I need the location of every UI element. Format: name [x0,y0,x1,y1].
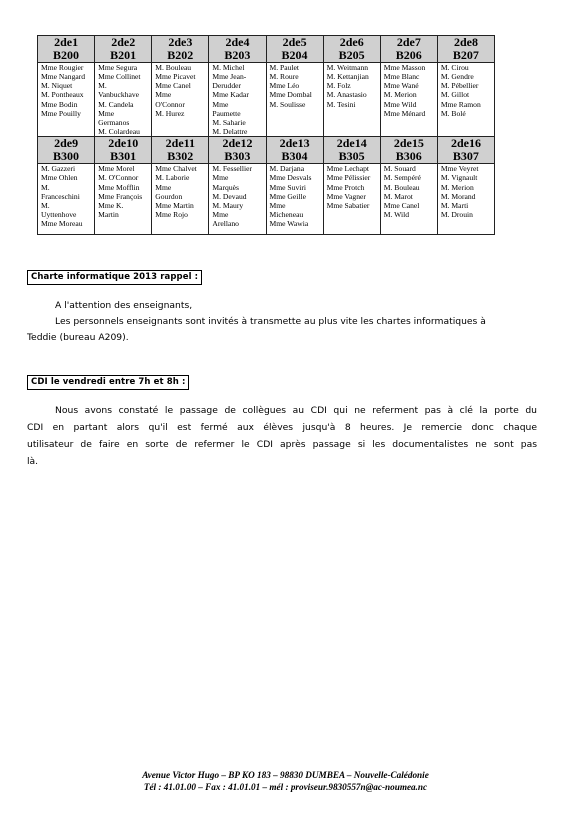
class-name: 2de4 [225,35,250,49]
teacher-name: Mme [98,108,115,118]
teacher-name: Mme [155,182,172,192]
teacher-name: M. Bolé [440,108,466,118]
teacher-list-cell [38,63,95,137]
teacher-name: Germanos [98,117,130,127]
teacher-name: M. O'Connor [98,173,139,183]
teacher-list-cell [380,63,437,137]
teacher-name: Mme Mofflin [98,182,140,192]
teacher-name: Marquès [212,182,239,192]
room-header-cell [95,137,152,164]
teacher-name: Mme Blanc [383,72,420,82]
teacher-name: Mme Wané [383,81,419,91]
room-number: B207 [452,48,479,62]
teacher-name: M. Weitmann [326,63,369,72]
teacher-name: Mme [269,200,286,210]
room-header-row [38,137,495,164]
teacher-list-cell [437,63,494,137]
teacher-name: Mme Wawia [269,219,309,229]
teacher-name: M. Laborie [155,173,190,183]
cdi-line-3: utilisateur de faire en sorte de refermer le CDI après passage si les documentalistes ne sont pas [27,439,537,450]
room-header-cell [266,36,323,63]
teacher-name: Mme Picavet [155,72,196,82]
class-name: 2de9 [54,136,79,151]
room-number: B304 [281,149,308,164]
teacher-name: Mme Ramon [440,99,481,109]
footer-address: Avenue Victor Hugo – BP KO 183 – 98830 DUMBEA – Nouvelle-Calédonie [142,770,429,780]
teacher-name: M. Cirou [440,63,469,72]
cdi-line-1: Nous avons constaté le passage de collègues au CDI qui ne referment pas à clé la porte du [55,405,537,416]
teacher-name: Mme Sabatier [326,200,370,210]
cdi-line-2: CDI en partant alors qu'il est fermé aux élèves jusqu'à 8 heures. Je remercie donc chaque [27,422,537,433]
teacher-name: Mme Suviri [269,182,306,192]
room-number: B306 [395,149,422,164]
room-header-cell [323,137,380,164]
class-name: 2de7 [396,35,421,49]
teacher-name: M. Maury [212,200,244,210]
teacher-row [38,164,495,235]
teacher-list-cell [152,164,209,235]
room-header-cell [38,137,95,164]
teacher-name: Mme Rojo [155,210,188,220]
teacher-name: Mme [212,210,229,220]
room-header-cell [152,36,209,63]
room-number: B204 [281,48,308,62]
class-name: 2de2 [111,35,136,49]
teacher-name: M. Tesini [326,99,356,109]
charte-line-1: A l'attention des enseignants, [55,300,193,311]
teacher-name: M. Gillot [440,90,470,100]
teacher-name: Mme Wild [383,99,417,109]
teacher-name: Mme Vagner [326,191,366,201]
teacher-name: Mme Ménard [383,108,426,118]
teacher-name: M. Hurez [155,108,185,118]
teacher-name: M. Bouleau [383,182,420,192]
teacher-name: Mme François [98,191,143,201]
room-header-row [38,36,495,63]
room-header-cell [38,36,95,63]
room-header-cell [95,36,152,63]
teacher-name: Mme Masson [383,63,426,72]
teacher-name: Mme Lechapt [326,164,370,174]
teacher-name: M. Bouleau [155,63,192,72]
teacher-name: M. Vignault [440,173,478,183]
teacher-name: M. Anastasio [326,90,367,100]
teacher-name: M. Marti [440,200,469,210]
teacher-name: Mme Nangard [41,72,86,82]
teacher-name: M. [98,81,107,91]
classroom-table [37,35,495,235]
teacher-name: M. Wild [383,210,410,220]
room-number: B206 [395,48,422,62]
charte-line-3: Teddie (bureau A209). [27,332,129,343]
teacher-name: M. Sempéré [383,173,421,183]
room-number: B303 [224,149,251,164]
teacher-name: Mme Ohlen [41,173,78,183]
footer-contact: Tél : 41.01.00 – Fax : 41.01.01 – mél : proviseur.9830557n@ac-noumea.nc [143,782,428,792]
teacher-name: Arellano [212,219,239,229]
teacher-name: Mme Pélissier [326,173,371,183]
teacher-name: M. Drouin [440,210,473,220]
class-name: 2de3 [168,35,193,49]
teacher-name: M. Roure [269,72,299,82]
room-number: B305 [338,149,365,164]
teacher-list-cell [152,63,209,137]
teacher-name: Mme Rougier [41,63,84,72]
teacher-name: M. Colardeau [98,127,140,137]
teacher-name: Mme Martin [155,200,194,210]
teacher-name: Mme Jean- [212,72,247,82]
room-number: B307 [452,149,479,164]
teacher-list-cell [209,63,266,137]
teacher-list-cell [323,63,380,137]
teacher-name: Mme Dombal [269,90,312,100]
teacher-name: Derudder [212,81,242,91]
room-number: B301 [110,149,137,164]
room-number: B203 [224,48,251,62]
cdi-title: CDI le vendredi entre 7h et 8h : [27,375,189,390]
teacher-name: Paumette [212,108,241,118]
class-name: 2de14 [336,136,367,151]
teacher-name: Mme Segura [98,63,138,72]
teacher-name: Mme Moreau [41,219,83,229]
teacher-name: Vanbuckhave [98,90,140,100]
teacher-name: M. Saharie [212,117,246,127]
teacher-name: M. Merion [440,182,474,192]
teacher-list-cell [323,164,380,235]
teacher-name: Mme Morel [98,164,135,174]
class-name: 2de16 [450,136,481,151]
teacher-name: Mme Chalvet [155,164,197,174]
teacher-name: Mme K. [98,200,124,210]
teacher-name: Mme Canel [383,200,420,210]
teacher-list-cell [266,63,323,137]
class-name: 2de5 [282,35,307,49]
teacher-name: Uyttenhove [41,210,77,220]
teacher-list-cell [209,164,266,235]
teacher-name: M. Soulisse [269,99,306,109]
teacher-name: M. Merion [383,90,417,100]
teacher-name: Martin [98,210,119,220]
teacher-name: Gourdon [155,191,183,201]
teacher-name: M. Devaud [212,191,247,201]
cdi-line-4: là. [27,456,39,467]
room-header-cell [437,36,494,63]
teacher-name: M. Paulet [269,63,300,72]
teacher-name: M. Fessellier [212,164,253,174]
room-number: B302 [167,149,194,164]
teacher-list-cell [266,164,323,235]
teacher-name: M. Gendre [440,72,474,82]
teacher-list-cell [95,63,152,137]
teacher-name: Mme Collinet [98,72,141,82]
room-header-cell [380,36,437,63]
room-number: B201 [110,48,137,62]
teacher-name: M. Michel [212,63,245,72]
class-name: 2de10 [108,136,139,151]
room-number: B205 [338,48,365,62]
teacher-name: M. Gazzeri [41,164,76,174]
room-header-cell [209,137,266,164]
teacher-list-cell [380,164,437,235]
teacher-name: Mme Bodin [41,99,78,109]
teacher-name: M. [41,182,50,192]
teacher-row [38,63,495,137]
teacher-name: Mme [212,173,229,183]
teacher-name: M. Morand [440,191,476,201]
room-header-cell [323,36,380,63]
teacher-name: Franceschini [41,191,80,201]
charte-line-2: Les personnels enseignants sont invités à transmette au plus vite les chartes informatiques à [55,316,486,327]
room-header-cell [437,137,494,164]
class-name: 2de13 [279,136,310,151]
room-number: B202 [167,48,194,62]
room-header-cell [266,137,323,164]
teacher-name: M. Delattre [212,127,248,137]
teacher-name: M. Marot [383,191,413,201]
teacher-name: M. Kettanjian [326,72,369,82]
teacher-list-cell [437,164,494,235]
teacher-name: M. Souard [383,164,416,174]
teacher-name: Mme [212,99,229,109]
teacher-name: Mme Veyret [440,164,479,174]
teacher-name: O'Connor [155,99,185,109]
room-header-cell [152,137,209,164]
room-number: B300 [53,149,80,164]
class-name: 2de11 [165,136,195,151]
class-name: 2de6 [339,35,364,49]
teacher-name: Mme Kadar [212,90,249,100]
charte-title: Charte informatique 2013 rappel : [27,270,202,285]
teacher-name: M. Candela [98,99,134,109]
room-number: B200 [53,48,80,62]
teacher-name: Mme Pouilly [41,108,81,118]
teacher-name: Mme Léo [269,81,300,91]
teacher-name: M. Pébellier [440,81,479,91]
room-header-cell [380,137,437,164]
class-name: 2de15 [393,136,424,151]
teacher-name: M. Niquet [41,81,73,91]
teacher-list-cell [95,164,152,235]
teacher-name: M. Folz [326,81,351,91]
teacher-name: Mme Protch [326,182,365,192]
teacher-name: M. Darjana [269,164,305,174]
teacher-list-cell [38,164,95,235]
teacher-name: Mme Geille [269,191,306,201]
teacher-name: Mme [155,90,172,100]
teacher-name: M. Pontheaux [41,90,84,100]
class-name: 2de8 [453,35,478,49]
teacher-name: Mme Desvals [269,173,312,183]
teacher-name: M. [41,200,50,210]
teacher-name: Mme Canel [155,81,191,91]
class-name: 2de1 [54,35,79,49]
teacher-name: Micheneau [269,210,304,220]
class-name: 2de12 [222,136,253,151]
room-header-cell [209,36,266,63]
